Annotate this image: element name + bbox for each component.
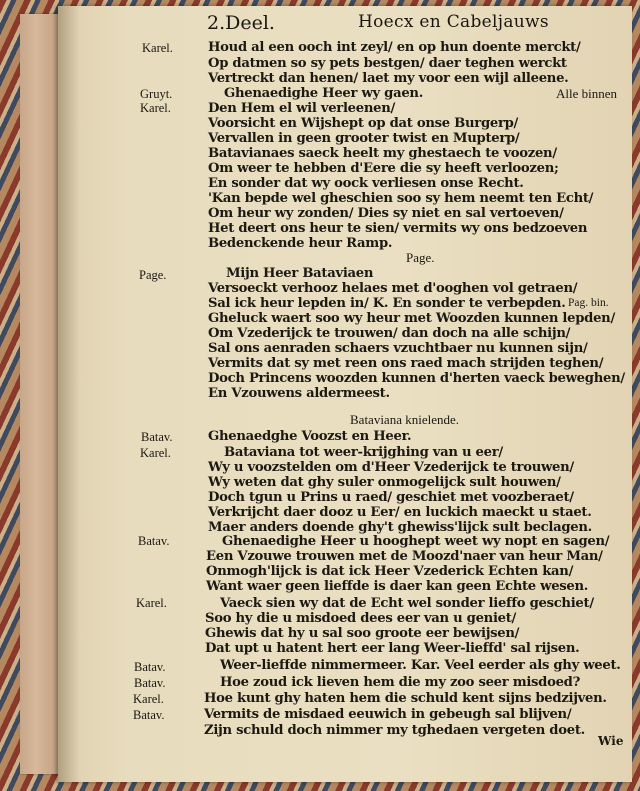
verse-line: Hoe kunt ghy haten hem die schuld kent sijns bedzijven.: [204, 691, 607, 706]
speaker-label: Page.: [139, 268, 167, 282]
verse-line: Vaeck sien wy dat de Echt wel sonder lieffo geschiet/: [220, 596, 594, 611]
stage-direction-pag-bin: Pag. bin.: [568, 297, 609, 309]
catchword: Wie: [598, 734, 624, 748]
speaker-label: Karel.: [142, 41, 173, 55]
speaker-label: Batav.: [133, 708, 165, 722]
verse-line: Vermits dat sy met reen ons raed mach strijden teghen/: [208, 356, 604, 371]
page-gutter-shadow: [58, 6, 80, 782]
verse-line: Ghenaedighe Heer wy gaen.: [224, 86, 424, 101]
verse-line: Onmogh'lijck is dat ick Heer Vzederick Echten kan/: [206, 564, 574, 579]
verse-line: En sonder dat wy oock verliesen onse Recht.: [208, 176, 524, 191]
verse-line: Het deert ons heur te sien/ vermits wy ons bedzoeven: [208, 221, 588, 236]
verse-line: Vertreckt dan henen/ laet my voor een wijl alleene.: [208, 71, 569, 86]
verse-line: Dat upt u hatent hert eer lang Weer-lieffd' sal rijsen.: [205, 641, 580, 656]
stage-direction-alle-binnen: Alle binnen: [556, 86, 618, 101]
verse-line: Hoe zoud ick lieven hem die my zoo seer misdoed?: [220, 675, 581, 690]
speaker-label: Batav.: [134, 676, 166, 690]
verse-line: Om Vzederijck te trouwen/ dan doch na alle schijn/: [208, 326, 571, 341]
verse-line: Sal ons aenraden schaers vzuchtbaer nu kunnen sijn/: [208, 341, 588, 356]
verse-line: Voorsicht en Wijshept op dat onse Burgerp/: [208, 116, 519, 131]
verse-line: Gheluck waert soo wy heur met Woozden kunnen lepden/: [208, 311, 615, 326]
verse-line: Weer-lieffde nimmermeer. Kar. Veel eerder als ghy weet.: [220, 658, 621, 673]
stage-direction-page: Page.: [406, 250, 435, 265]
verse-line: Bedenckende heur Ramp.: [208, 236, 393, 251]
speaker-label: Karel.: [133, 692, 164, 706]
verse-line: Maer anders doende ghy't ghewiss'lijck sult beclagen.: [208, 520, 592, 535]
verse-line: Ghenaedighe Heer u hooghept weet wy nopt en sagen/: [222, 534, 610, 549]
speaker-label: Batav.: [141, 430, 173, 444]
verse-line: Op datmen so sy pets bestgen/ daer teghen werckt: [208, 56, 567, 71]
verse-line: Mijn Heer Bataviaen: [226, 266, 374, 281]
speaker-label: Batav.: [138, 534, 170, 548]
page-number-header: 2.Deel.: [207, 12, 275, 34]
verse-line: Om heur wy zonden/ Dies sy niet en sal vertoeven/: [208, 206, 564, 221]
verse-line: Wy u voozstelden om d'Heer Vzederijck te trouwen/: [208, 460, 574, 475]
verse-line: Vermits de misdaed eeuwich in gebeugh sal blijven/: [204, 707, 572, 722]
verse-line: En Vzouwens aldermeest.: [208, 386, 390, 401]
verse-line: Versoeckt verhooz helaes met d'ooghen vol getraen/: [208, 281, 578, 296]
verse-line: Om weer te hebben d'Eere die sy heeft verloozen;: [208, 161, 559, 176]
verse-line: Soo hy die u misdoed dees eer van u geniet/: [205, 611, 517, 626]
speaker-label: Gruyt.: [140, 87, 173, 101]
verse-line: Batavianaes saeck heelt my ghestaech te voozen/: [208, 146, 557, 161]
verse-line: Vervallen in geen grooter twist en Mupterp/: [208, 131, 520, 146]
speaker-label: Karel.: [140, 101, 171, 115]
verse-line: Wy weten dat ghy suler onmogelijck sult houwen/: [208, 475, 561, 490]
book-cover-board: [20, 14, 60, 774]
verse-line: Houd al een ooch int zeyl/ en op hun doente merckt/: [208, 40, 581, 55]
verse-line: 'Kan bepde wel gheschien soo sy hem neemt ten Echt/: [208, 191, 594, 206]
stage-direction-bataviana: Bataviana knielende.: [350, 412, 460, 427]
verse-line: Verkrijcht daer dooz u Eer/ en luckich maeckt u staet.: [208, 505, 592, 520]
speaker-label: Karel.: [136, 596, 167, 610]
verse-line: Doch tgun u Prins u raed/ geschiet met voozberaet/: [208, 490, 574, 505]
verse-line: Een Vzouwe trouwen met de Moozd'naer van heur Man/: [206, 549, 603, 564]
verse-line: Ghewis dat hy u sal soo groote eer bewijsen/: [205, 626, 520, 641]
verse-line: Ghenaedghe Voozst en Heer.: [208, 429, 412, 444]
speaker-label: Batav.: [134, 660, 166, 674]
running-title-header: Hoecx en Cabeljauws: [358, 12, 549, 32]
speaker-label: Karel.: [140, 446, 171, 460]
verse-line: Sal ick heur lepden in/ K. En sonder te verbepden.: [208, 296, 566, 311]
verse-line: Doch Princens woozden kunnen d'herten vaeck beweghen/: [208, 371, 625, 386]
verse-line: Bataviana tot weer-krijghing van u eer/: [224, 445, 503, 460]
verse-line: Den Hem el wil verleenen/: [208, 101, 396, 116]
verse-line: Zijn schuld doch nimmer my tghedaen vergeten doet.: [204, 723, 585, 738]
verse-line: Want waer geen lieffde is daer kan geen Echte wesen.: [206, 579, 589, 594]
